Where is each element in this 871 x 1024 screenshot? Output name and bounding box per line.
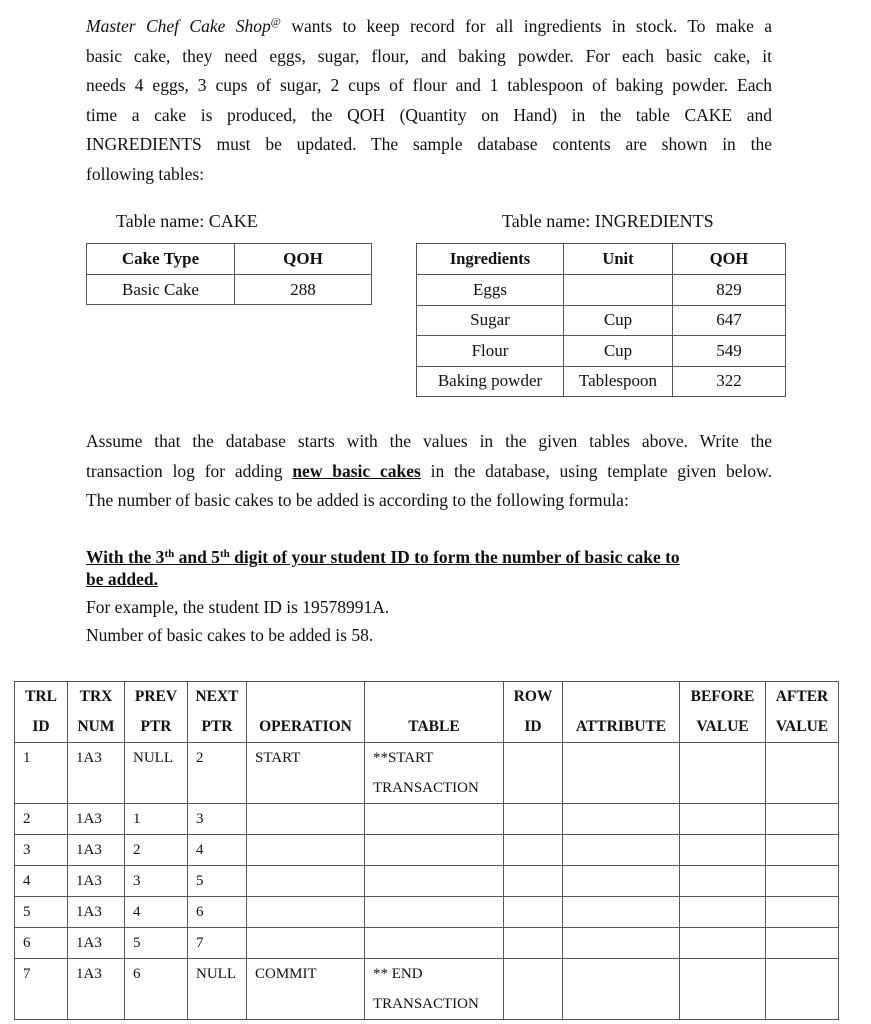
log-cell: 3: [188, 804, 247, 835]
ing-cell: 322: [673, 366, 786, 397]
log-cell: [247, 897, 365, 928]
assume-paragraph: [86, 427, 772, 516]
log-cell: START: [247, 743, 365, 804]
cake-table: [86, 243, 372, 305]
log-cell: [680, 804, 766, 835]
ing-header-qoh: QOH: [673, 244, 786, 275]
log-cell: 1A3: [68, 959, 125, 1020]
log-cell: 1A3: [68, 897, 125, 928]
log-header: NEXT PTR: [188, 682, 247, 743]
log-cell: [766, 804, 839, 835]
log-cell: [766, 835, 839, 866]
shop-name: Master Chef Cake Shop: [86, 16, 271, 36]
table-row: [15, 866, 839, 897]
example-line-1: For example, the student ID is 19578991A.: [86, 597, 390, 617]
intro-line-3: needs 4 eggs, 3 cups of sugar, 2 cups of flour and 1 tablespoon of baking powder. Each: [86, 75, 772, 95]
log-cell: [563, 804, 680, 835]
log-cell: [563, 743, 680, 804]
cake-header-qoh: QOH: [235, 244, 372, 275]
cake-table-caption: Table name: CAKE: [116, 211, 258, 231]
ing-cell: Flour: [417, 336, 564, 367]
table-row: [15, 959, 839, 1020]
log-cell: [680, 743, 766, 804]
log-cell: [680, 897, 766, 928]
table-row: [15, 804, 839, 835]
log-header: OPERATION: [247, 682, 365, 743]
log-cell: 1A3: [68, 835, 125, 866]
formula-line-2: be added.: [86, 569, 158, 589]
ing-cell: Sugar: [417, 305, 564, 336]
log-cell: NULL: [125, 743, 188, 804]
assume-line-2: transaction log for adding new basic cakes in the database, using template given below.: [86, 460, 772, 481]
cake-cell: Basic Cake: [87, 275, 235, 305]
ing-cell: Cup: [564, 336, 673, 367]
log-cell: 5: [188, 866, 247, 897]
ing-cell: Tablespoon: [564, 366, 673, 397]
table-row: [15, 743, 839, 804]
log-cell: [680, 866, 766, 897]
log-cell: 1: [125, 804, 188, 835]
log-cell: [365, 897, 504, 928]
log-header-row: [15, 682, 839, 743]
ing-cell: 829: [673, 275, 786, 306]
table-row: [15, 897, 839, 928]
log-cell: ** END TRANSACTION: [365, 959, 504, 1020]
log-header: BEFORE VALUE: [680, 682, 766, 743]
log-cell: 1A3: [68, 866, 125, 897]
table-row: [15, 835, 839, 866]
log-cell: 1A3: [68, 928, 125, 959]
ing-cell: Eggs: [417, 275, 564, 306]
log-cell: 7: [188, 928, 247, 959]
log-cell: 2: [125, 835, 188, 866]
table-row: [417, 305, 786, 336]
table-row: [417, 336, 786, 367]
log-cell: [680, 835, 766, 866]
log-cell: [247, 928, 365, 959]
log-cell: 1A3: [68, 743, 125, 804]
log-cell: [247, 835, 365, 866]
log-cell: [766, 866, 839, 897]
log-cell: [680, 928, 766, 959]
log-cell: 4: [188, 835, 247, 866]
log-cell: [563, 959, 680, 1020]
log-cell: 4: [15, 866, 68, 897]
log-cell: [504, 743, 563, 804]
log-cell: [563, 835, 680, 866]
log-cell: [563, 897, 680, 928]
log-cell: 1A3: [68, 804, 125, 835]
log-header: TRX NUM: [68, 682, 125, 743]
intro-line-4: time a cake is produced, the QOH (Quantity on Hand) in the table CAKE and: [86, 104, 772, 125]
log-cell: [766, 743, 839, 804]
ing-cell: Cup: [564, 305, 673, 336]
log-cell: 6: [125, 959, 188, 1020]
log-cell: 2: [15, 804, 68, 835]
assume-line-3: The number of basic cakes to be added is according to the following formula:: [86, 490, 629, 510]
log-header: TRL ID: [15, 682, 68, 743]
log-cell: [766, 897, 839, 928]
ing-cell: 647: [673, 305, 786, 336]
cake-header-type: Cake Type: [87, 244, 235, 275]
log-header: ATTRIBUTE: [563, 682, 680, 743]
log-cell: [504, 959, 563, 1020]
ingredients-table-caption: Table name: INGREDIENTS: [502, 211, 714, 231]
assume-line-1: Assume that the database starts with the values in the given tables above. Write the: [86, 431, 772, 451]
log-header: AFTER VALUE: [766, 682, 839, 743]
ing-cell: 549: [673, 336, 786, 367]
log-cell: [563, 928, 680, 959]
log-cell: **START TRANSACTION: [365, 743, 504, 804]
emphasis-new-basic-cakes: new basic cakes: [292, 460, 421, 481]
log-cell: 5: [15, 897, 68, 928]
log-cell: [504, 928, 563, 959]
log-header: TABLE: [365, 682, 504, 743]
intro-paragraph: [86, 12, 772, 189]
ing-cell: [564, 275, 673, 306]
log-cell: [247, 866, 365, 897]
log-cell: COMMIT: [247, 959, 365, 1020]
log-cell: NULL: [188, 959, 247, 1020]
log-cell: [365, 928, 504, 959]
log-header: PREV PTR: [125, 682, 188, 743]
log-cell: 3: [125, 866, 188, 897]
intro-line-5: INGREDIENTS must be updated. The sample database contents are shown in the: [86, 134, 772, 154]
table-row: [15, 928, 839, 959]
log-cell: 2: [188, 743, 247, 804]
table-row: [87, 275, 372, 305]
log-cell: [365, 866, 504, 897]
log-cell: [504, 804, 563, 835]
log-cell: 4: [125, 897, 188, 928]
log-cell: [504, 835, 563, 866]
log-cell: [680, 959, 766, 1020]
cake-cell: 288: [235, 275, 372, 305]
log-cell: [365, 804, 504, 835]
log-cell: 6: [15, 928, 68, 959]
log-cell: [504, 897, 563, 928]
log-cell: [247, 804, 365, 835]
log-cell: [766, 928, 839, 959]
log-cell: 1: [15, 743, 68, 804]
ingredients-table: [416, 243, 786, 397]
intro-line-6: following tables:: [86, 163, 205, 184]
log-cell: 6: [188, 897, 247, 928]
ing-header-ingredients: Ingredients: [417, 244, 564, 275]
log-cell: [563, 866, 680, 897]
log-cell: [766, 959, 839, 1020]
example-line-2: Number of basic cakes to be added is 58.: [86, 625, 374, 645]
shop-superscript: @: [270, 16, 281, 28]
intro-line-1: Master Chef Cake Shop@ wants to keep record for all ingredients in stock. To make a: [86, 16, 772, 36]
ingredients-table-header-row: [417, 244, 786, 275]
intro-line-2: basic cake, they need eggs, sugar, flour, and baking powder. For each basic cake, it: [86, 45, 772, 66]
ing-cell: Baking powder: [417, 366, 564, 397]
log-cell: [365, 835, 504, 866]
example-block: [86, 593, 389, 649]
transaction-log-table: [14, 681, 839, 1020]
log-cell: 7: [15, 959, 68, 1020]
ing-header-unit: Unit: [564, 244, 673, 275]
log-cell: 5: [125, 928, 188, 959]
cake-table-header-row: [87, 244, 372, 275]
formula-line-1: With the 3th and 5th digit of your student ID to form the number of basic cake to: [86, 547, 680, 567]
table-row: [417, 366, 786, 397]
log-cell: 3: [15, 835, 68, 866]
log-header: ROW ID: [504, 682, 563, 743]
formula-instruction: [86, 546, 776, 590]
table-row: [417, 275, 786, 306]
log-cell: [504, 866, 563, 897]
